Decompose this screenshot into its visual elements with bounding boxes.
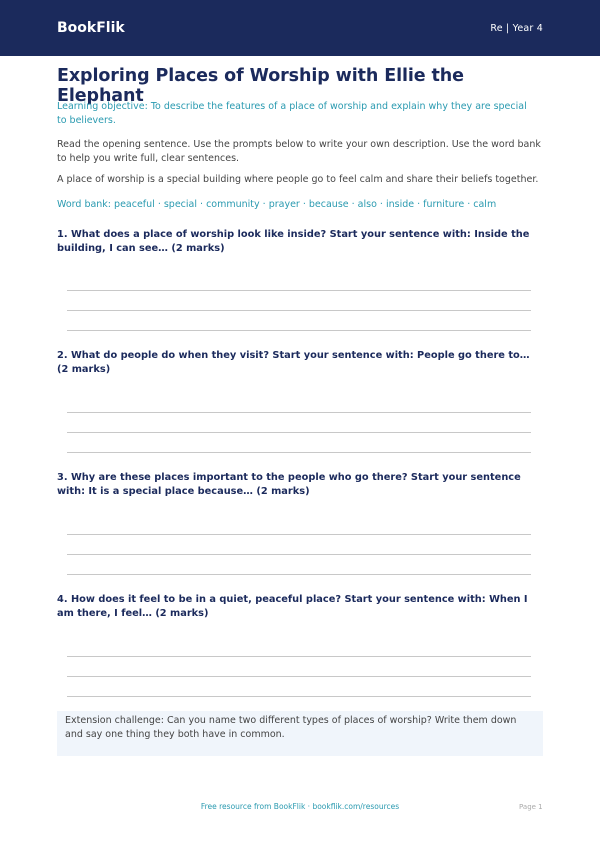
question-2: 2. What do people do when they visit? Start your sentence with: People go there to… (2 marks)	[57, 350, 530, 375]
answer-line[interactable]	[67, 432, 531, 433]
word-bank: Word bank: peaceful · special · community · prayer · because · also · inside · furniture · calm	[57, 199, 497, 210]
answer-line[interactable]	[67, 676, 531, 677]
answer-line[interactable]	[67, 412, 531, 413]
learning-objective: Learning objective: To describe the features of a place of worship and explain why they are special to believers.	[57, 101, 527, 126]
header-bar	[0, 0, 600, 56]
question-1: 1. What does a place of worship look like inside? Start your sentence with: Inside the building, I can see… (2 marks)	[57, 229, 530, 254]
extension-challenge	[57, 711, 543, 756]
answer-line[interactable]	[67, 534, 531, 535]
opening-sentence: A place of worship is a special building where people go to feel calm and share their beliefs together.	[57, 174, 539, 185]
answer-line[interactable]	[67, 452, 531, 453]
answer-line[interactable]	[67, 290, 531, 291]
footer-link[interactable]: Free resource from BookFlik · bookflik.com/resources	[200, 802, 400, 811]
page-number: Page 1	[519, 803, 543, 811]
question-3: 3. Why are these places important to the people who go there? Start your sentence with: It is a special place because… (2 marks)	[57, 472, 521, 497]
answer-line[interactable]	[67, 554, 531, 555]
subject-year-label: Re | Year 4	[490, 22, 543, 34]
answer-line[interactable]	[67, 310, 531, 311]
extension-text: Extension challenge: Can you name two different types of places of worship? Write them down and say one thing they both have in common.	[65, 715, 517, 740]
question-4: 4. How does it feel to be in a quiet, peaceful place? Start your sentence with: When I am there, I feel… (2 marks)	[57, 594, 528, 619]
brand-logo: BookFlik	[57, 20, 125, 36]
answer-line[interactable]	[67, 696, 531, 697]
answer-line[interactable]	[67, 656, 531, 657]
page-title: Exploring Places of Worship with Ellie the Elephant	[57, 66, 464, 106]
instructions: Read the opening sentence. Use the prompts below to write your own description. Use the word bank to help you write full, clear sentences.	[57, 139, 541, 164]
answer-line[interactable]	[67, 330, 531, 331]
answer-line[interactable]	[67, 574, 531, 575]
